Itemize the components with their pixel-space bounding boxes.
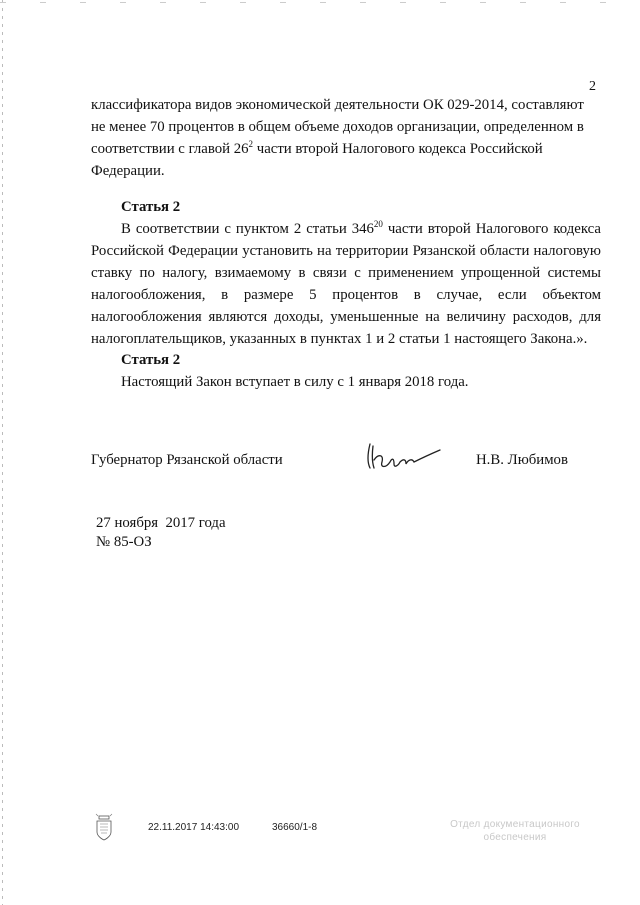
signatory-title: Губернатор Рязанской области [91, 452, 283, 468]
department-watermark [440, 818, 590, 844]
date-block [96, 514, 226, 552]
continuation-text: части второй Налогового кодекса Российской [253, 141, 543, 157]
scan-top-edge [0, 2, 640, 3]
article-heading: Статья 2 [121, 199, 181, 215]
adoption-date: 27 ноября 2017 года [96, 515, 226, 531]
law-number: № 85-ОЗ [96, 534, 152, 550]
continuation-line [91, 138, 601, 160]
continuation-line: не менее 70 процентов в общем объеме доходов организации, определенном в [91, 119, 584, 135]
page-number: 2 [589, 79, 596, 94]
superscript: 20 [373, 219, 383, 230]
registration-id: 36660/1-8 [272, 822, 318, 833]
continuation-line: Федерации. [91, 163, 165, 179]
continuation-paragraph [91, 94, 601, 182]
article-text: части второй Налогового кодекса Российской Федерации установить на территории Рязанской области налоговую ставку по налогу, взимаемому в связи с применением упрощенной системы налогообложения, в размере 5 процентов в случае, если объектом налогообложения являются доходы, уменьшенные на величину расходов, для налогоплательщиков, указанных в пунктах 1 и 2 статьи 1 настоящего Закона.». [91, 221, 601, 347]
article-heading: Статья 2 [121, 352, 181, 368]
continuation-line: классификатора видов экономической деятельности ОК 029-2014, составляют [91, 97, 584, 113]
watermark-line: обеспечения [483, 832, 547, 843]
article-paragraph: Настоящий Закон вступает в силу с 1 января 2018 года. [121, 374, 469, 390]
article-text: В соответствии с пунктом 2 статьи 346 [121, 221, 374, 237]
registration-timestamp: 22.11.2017 14:43:00 [148, 822, 240, 833]
signatory-name: Н.В. Любимов [476, 452, 568, 468]
article-paragraph [91, 218, 601, 350]
continuation-text: соответствии с главой 26 [91, 141, 249, 157]
coat-of-arms-icon [93, 812, 115, 842]
watermark-line: Отдел документационного [450, 819, 580, 830]
superscript: 2 [248, 139, 254, 150]
handwritten-signature [364, 440, 444, 474]
scan-left-edge [2, 0, 3, 905]
